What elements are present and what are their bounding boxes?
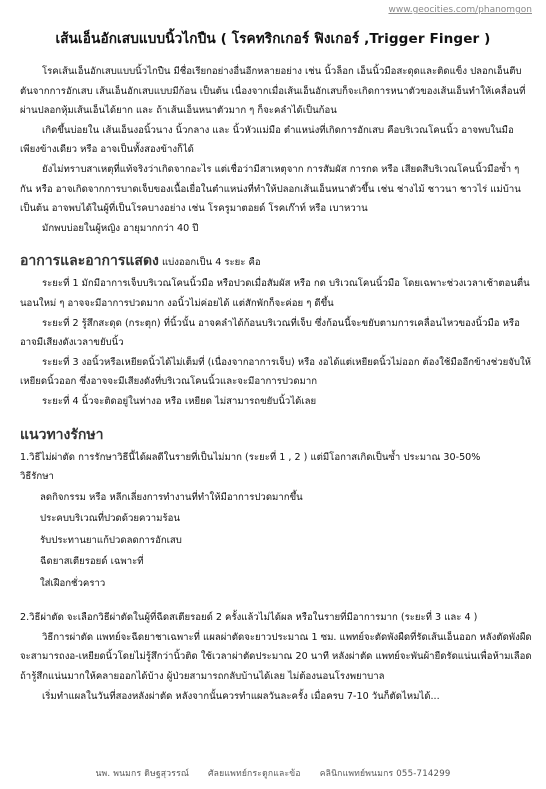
footer-department: ศัลยแพทย์กระดูกและข้อ — [208, 769, 301, 779]
symptom-stage-1: ระยะที่ 1 มักมีอาการเจ็บบริเวณโคนนิ้วมือ หรือปวดเมื่อสัมผัส หรือ กด บริเวณโคนนิ้วมือ โดยเฉพาะช่วงเวลาเช้าตอนตื่นนอนใหม่ ๆ อาจจะมีอาการปวดมาก งอนิ้วไม่ค่อยได้ แต่สักพักก็จะค่อย ๆ ดีขึ้น — [20, 278, 530, 309]
article-body — [20, 62, 532, 706]
symptom-stage-2: ระยะที่ 2 รู้สึกสะดุด (กระตุก) ที่นิ้วนั้น อาจคลำได้ก้อนบริเวณที่เจ็บ ซึ่งก้อนนี้จะขยับตามการเคลื่อนไหวของนิ้วมือ หรือ อาจมีเสียงดังเวลาขยับนิ้ว — [20, 317, 520, 349]
symptoms-heading-note: แบ่งออกเป็น 4 ระยะ คือ — [161, 257, 261, 269]
list-item: ลดกิจกรรม หรือ หลีกเลี่ยงการทำงานที่ทำให้มีอาการปวดมากขึ้น — [40, 491, 303, 503]
intro-paragraph: เกิดขึ้นบ่อยใน เส้นเอ็นงอนิ้วนาง นิ้วกลาง และ นิ้วหัวแม่มือ ตำแหน่งที่เกิดการอักเสบ คือบริเวณโคนนิ้ว อาจพบในมือเพียงข้างเดียว หรือ อาจเป็นทั้งสองข้างก็ได้ — [20, 124, 514, 156]
surgical-paragraph: วิธีการผ่าตัด แพทย์จะฉีดยาชาเฉพาะที่ แผลผ่าตัดจะยาวประมาณ 1 ซม. แพทย์จะตัดพังผืดที่รัดเส้นเอ็นออก หลังตัดพังผืดจะสามารถงอ-เหยียดนิ้วโดยไม่รู้สึกว่านิ้วติด ใช้เวลาผ่าตัดประมาณ 20 นาที หลังผ่าตัด แพทย์จะพันผ้ายืดรัดแน่นเพื่อห้ามเลือด ถ้ารู้สึกแน่นมากให้คลายออกได้บ้าง ผู้ป่วยสามารถกลับบ้านได้เลย ไม่ต้องนอนโรงพยาบาล — [20, 631, 532, 682]
list-item: ประคบบริเวณที่ปวดด้วยความร้อน — [40, 513, 180, 525]
treatment-methods-label: วิธีรักษา — [20, 471, 54, 483]
list-item: ใส่เฝือกชั่วคราว — [40, 577, 106, 589]
site-url-link[interactable]: www.geocities.com/phanomgon — [388, 5, 532, 15]
intro-paragraph: มักพบบ่อยในผู้หญิง อายุมากกว่า 40 ปี — [42, 222, 199, 234]
treatment-section-header — [20, 424, 532, 448]
symptom-stage-4: ระยะที่ 4 นิ้วจะติดอยู่ในท่างอ หรือ เหยียด ไม่สามารถขยับนิ้วได้เลย — [42, 395, 317, 407]
intro-paragraph: โรคเส้นเอ็นอักเสบแบบนิ้วไกปืน มีชื่อเรียกอย่างอื่นอีกหลายอย่าง เช่น นิ้วล็อก เอ็นนิ้วมือสะดุดและติดแข็ง ปลอกเอ็นตีบตันจากการอักเสบ เส้นเอ็นอักเสบแบบมีก้อน เป็นต้น เนื่องจากเมื่อเส้นเอ็นอักเสบก็จะเกิดการหนาตัวของเส้นเอ็นทำให้เคลื่อนที่ผ่านปลอกหุ้มเส้นเอ็นได้ยาก และ ถ้าเส้นเอ็นหนาตัวมาก ๆ ก็จะคลำได้เป็นก้อน — [20, 66, 526, 117]
surgical-paragraph: เริ่มทำแผลในวันที่สองหลังผ่าตัด หลังจากนั้นควรทำแผลวันละครั้ง เมื่อครบ 7-10 วันก็ตัดไหมได้... — [42, 690, 440, 702]
treatment-heading: แนวทางรักษา — [20, 426, 104, 443]
treatment-methods-list — [20, 487, 532, 595]
page-title: เส้นเอ็นอักเสบแบบนิ้วไกปืน ( โรคทริกเกอร์ ฟิงเกอร์ ,Trigger Finger ) — [55, 31, 491, 47]
treatment-nonsurgical: 1.วิธีไม่ผ่าตัด การรักษาวิธีนี้ได้ผลดีในรายที่เป็นไม่มาก (ระยะที่ 1 , 2 ) แต่มีโอกาสเกิดเป็นซ้ำ ประมาณ 30-50% — [20, 451, 481, 463]
symptoms-section-header — [20, 250, 532, 274]
symptoms-heading: อาการและอาการแสดง — [20, 253, 159, 270]
spacer — [20, 594, 532, 608]
intro-paragraph: ยังไม่ทราบสาเหตุที่แท้จริงว่าเกิดจากอะไร แต่เชื่อว่ามีสาเหตุจาก การสัมผัส การกด หรือ เสียดสีบริเวณโคนนิ้วมือซ้ำ ๆ กัน หรือ อาจเกิดจากการบาดเจ็บของเนื้อเยื่อในตำแหน่งที่ทำให้ปลอกเส้นเอ็นหนาตัวขึ้น เช่น ช่างไม้ ชาวนา ชาวไร่ แม่บ้าน เป็นต้น อาจพบได้ในผู้ที่เป็นโรคบางอย่าง เช่น โรครูมาตอยด์ โรคเก๊าท์ หรือ เบาหวาน — [20, 163, 521, 215]
footer-author: นพ. พนมกร ดิษฐสุวรรณ์ — [95, 769, 190, 779]
list-item: ฉีดยาสเตียรอยด์ เฉพาะที่ — [40, 556, 144, 568]
page-footer — [0, 768, 546, 780]
list-item: รับประทานยาแก้ปวดลดการอักเสบ — [40, 534, 182, 546]
footer-clinic: คลินิกแพทย์พนมกร 055-714299 — [319, 769, 451, 779]
symptom-stage-3: ระยะที่ 3 งอนิ้วหรือเหยียดนิ้วได้ไม่เต็มที่ (เนื่องจากอาการเจ็บ) หรือ งอได้แต่เหยียดนิ้วไม่ออก ต้องใช้มืออีกข้างช่วยจับให้เหยียดนิ้วออก ซึ่งอาจจะมีเสียงดังที่บริเวณโคนนิ้วและจะมีอาการปวดมาก — [20, 356, 531, 388]
treatment-surgical: 2.วิธีผ่าตัด จะเลือกวิธีผ่าตัดในผู้ที่ฉีดสเตียรอยด์ 2 ครั้งแล้วไม่ได้ผล หรือในรายที่มีอาการมาก (ระยะที่ 3 และ 4 ) — [20, 612, 478, 624]
